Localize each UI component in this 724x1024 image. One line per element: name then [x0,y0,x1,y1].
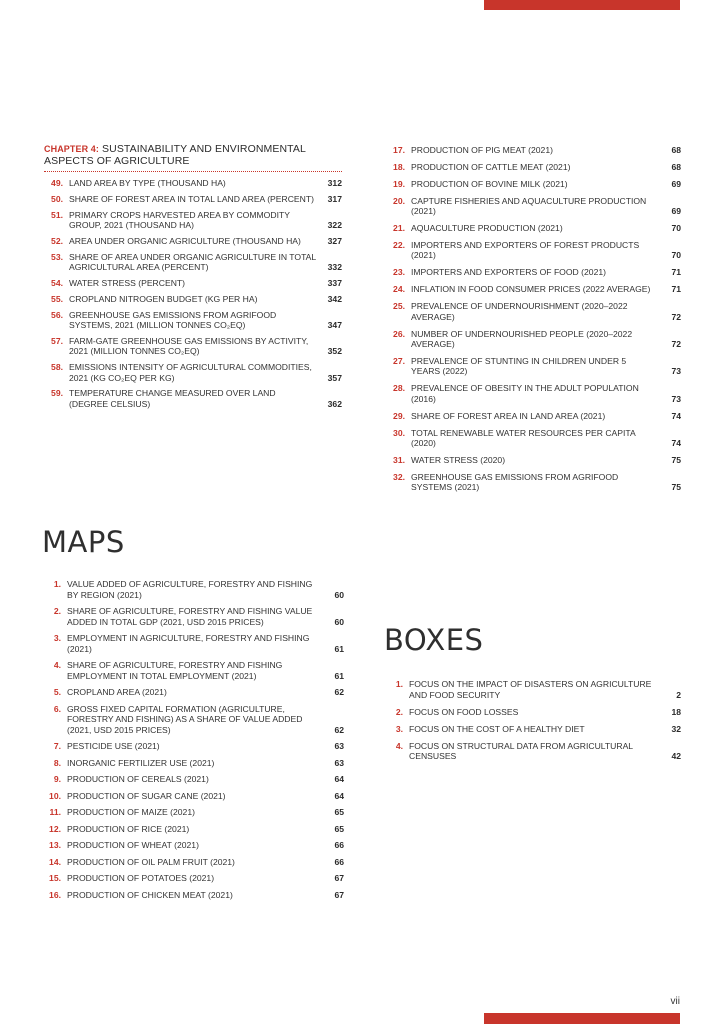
toc-entry[interactable] [384,741,681,762]
toc-entry[interactable] [42,704,344,736]
toc-entry[interactable] [42,579,344,600]
maps-section [42,525,344,906]
entry-number: 4. [395,740,403,751]
entry-page-number: 2 [676,689,681,700]
entry-page-number: 62 [334,687,344,697]
toc-entry[interactable] [42,890,344,901]
toc-entry[interactable] [386,196,681,217]
chapter-title [44,143,342,167]
entry-page-number: 62 [334,724,344,735]
entry-page-number: 70 [671,223,681,234]
entry-number: 29. [393,410,405,421]
entry-page-number: 332 [327,262,342,273]
entry-number: 6. [53,703,61,714]
entry-page-number: 347 [327,320,342,331]
toc-entry[interactable] [384,724,681,735]
entry-number: 1. [53,579,61,589]
entry-number: 51. [51,209,63,220]
entry-page-number: 69 [671,206,681,217]
entry-title: PRODUCTION OF BOVINE MILK (2021) [411,178,568,189]
entry-number: 19. [393,178,405,189]
entry-number: 58. [51,362,63,373]
entry-number: 7. [53,741,61,751]
entry-title: PRODUCTION OF RICE (2021) [67,823,190,834]
entry-number: 31. [393,454,405,465]
entry-page-number: 63 [334,757,344,768]
entry-title: PREVALENCE OF STUNTING IN CHILDREN UNDER 5 YEARS (2022) [411,355,627,377]
entry-title: INORGANIC FERTILIZER USE (2021) [67,757,215,768]
toc-entry[interactable] [42,774,344,785]
toc-entry[interactable] [44,362,342,383]
toc-entry[interactable] [386,383,681,404]
toc-entry[interactable] [42,660,344,681]
entry-page-number: 73 [671,366,681,377]
entry-title: CAPTURE FISHERIES AND AQUACULTURE PRODUCTION (2021) [411,195,647,217]
entry-title: PESTICIDE USE (2021) [67,741,160,751]
entry-page-number: 352 [327,346,342,357]
toc-entry[interactable] [386,472,681,493]
toc-entry[interactable] [386,301,681,322]
entry-title: PREVALENCE OF UNDERNOURISHMENT (2020–2022 AVERAGE) [411,301,628,322]
entry-number: 57. [51,335,63,346]
entry-page-number: 362 [327,398,342,409]
toc-entry[interactable] [42,606,344,627]
entry-title: PRODUCTION OF CEREALS (2021) [67,774,209,784]
toc-entry[interactable] [44,236,342,247]
entry-page-number: 71 [671,284,681,295]
entry-page-number: 64 [334,774,344,784]
entry-title: PRODUCTION OF POTATOES (2021) [67,873,215,883]
entry-number: 5. [53,687,61,697]
entry-title: TEMPERATURE CHANGE MEASURED OVER LAND (DEGREE CELSIUS) [69,388,276,409]
entry-page-number: 73 [671,393,681,404]
toc-entry[interactable] [42,687,344,698]
entry-page-number: 66 [334,840,344,850]
toc-entry[interactable] [386,145,681,156]
entry-page-number: 327 [327,235,342,246]
toc-entry[interactable] [42,741,344,752]
entry-page-number: 357 [327,372,342,383]
entry-page-number: 68 [671,145,681,155]
entry-number: 50. [51,193,63,204]
toc-entry[interactable] [42,857,344,868]
entry-title: PRODUCTION OF PIG MEAT (2021) [411,145,553,155]
top-accent-bar [484,0,680,10]
entry-page-number: 74 [671,410,681,421]
toc-entry[interactable] [386,223,681,234]
entry-title: SHARE OF AGRICULTURE, FORESTRY AND FISHING VALUE ADDED IN TOTAL GDP (2021, USD 2015 PRICES) [67,606,313,627]
entry-page-number: 75 [671,482,681,493]
entry-title: AREA UNDER ORGANIC AGRICULTURE (THOUSAND HA) [69,235,301,246]
entry-title: FOCUS ON THE COST OF A HEALTHY DIET [409,723,585,734]
toc-entry[interactable] [386,240,681,261]
entry-number: 23. [393,267,405,278]
toc-entry[interactable] [386,428,681,449]
toc-entry[interactable] [42,840,344,851]
toc-entry[interactable] [44,294,342,305]
entry-title: FOCUS ON FOOD LOSSES [409,706,519,717]
toc-entry[interactable] [386,179,681,190]
toc-entry[interactable] [42,824,344,835]
entry-title: FARM-GATE GREENHOUSE GAS EMISSIONS BY ACTIVITY, 2021 (MILLION TONNES CO₂EQ) [69,335,309,357]
entry-number: 26. [393,328,405,339]
entry-page-number: 322 [327,220,342,231]
entry-page-number: 337 [327,277,342,288]
entry-page-number: 60 [334,616,344,627]
entry-page-number: 61 [334,670,344,681]
entry-number: 20. [393,195,405,206]
maps-heading: MAPS [42,525,125,559]
entry-page-number: 42 [671,751,681,762]
toc-entry[interactable] [42,807,344,818]
entry-page-number: 63 [334,741,344,751]
dotted-divider [44,171,342,172]
toc-entry[interactable] [42,873,344,884]
toc-entry[interactable] [384,707,681,718]
entry-page-number: 312 [327,178,342,188]
entry-number: 22. [393,239,405,250]
entry-number: 16. [49,889,61,900]
entry-number: 2. [395,706,403,717]
entry-title: SHARE OF AGRICULTURE, FORESTRY AND FISHING EMPLOYMENT IN TOTAL EMPLOYMENT (2021) [67,660,283,681]
entry-title: LAND AREA BY TYPE (THOUSAND HA) [69,178,226,188]
entry-number: 53. [51,251,63,262]
entry-page-number: 68 [671,161,681,172]
toc-entry[interactable] [44,252,342,273]
entry-title: PRIMARY CROPS HARVESTED AREA BY COMMODITY GROUP, 2021 (THOUSAND HA) [69,209,290,231]
entry-title: AQUACULTURE PRODUCTION (2021) [411,223,563,234]
entry-number: 14. [49,856,61,867]
toc-entry[interactable] [44,336,342,357]
entry-number: 17. [393,145,405,155]
entry-number: 2. [53,606,61,616]
entry-number: 13. [49,840,61,850]
entry-number: 24. [393,284,405,295]
maps-continued-list [386,145,681,493]
entry-number: 27. [393,355,405,366]
entry-number: 10. [49,790,61,801]
entry-title: CROPLAND AREA (2021) [67,687,167,697]
entry-page-number: 61 [334,643,344,654]
chapter-4-section [44,143,342,415]
toc-entry[interactable] [44,310,342,331]
entry-page-number: 74 [671,438,681,449]
toc-entry[interactable] [44,194,342,205]
entry-page-number: 67 [334,889,344,900]
entry-page-number: 32 [671,723,681,734]
entry-page-number: 71 [671,267,681,278]
entry-title: PRODUCTION OF CATTLE MEAT (2021) [411,161,571,172]
entry-number: 49. [51,178,63,188]
maps-continued-section [386,145,681,499]
entry-title: GREENHOUSE GAS EMISSIONS FROM AGRIFOOD SYSTEMS, 2021 (MILLION TONNES CO₂EQ) [69,309,277,331]
entry-number: 30. [393,427,405,438]
entry-number: 12. [49,823,61,834]
entry-title: PRODUCTION OF WHEAT (2021) [67,840,199,850]
entry-title: FOCUS ON STRUCTURAL DATA FROM AGRICULTURAL CENSUSES [409,740,633,762]
entry-title: CROPLAND NITROGEN BUDGET (KG PER HA) [69,293,258,304]
toc-entry[interactable] [386,284,681,295]
entry-number: 52. [51,235,63,246]
entry-title: EMISSIONS INTENSITY OF AGRICULTURAL COMMODITIES, 2021 (KG CO₂EQ PER KG) [69,362,312,383]
entry-page-number: 67 [334,873,344,883]
entry-title: PRODUCTION OF OIL PALM FRUIT (2021) [67,856,235,867]
entry-page-number: 69 [671,178,681,189]
entry-title: GROSS FIXED CAPITAL FORMATION (AGRICULTURE, FORESTRY AND FISHING) AS A SHARE OF VALUE ADDED (2021, USD 2015 PRICES) [67,703,303,735]
entry-number: 21. [393,223,405,234]
entry-title: PRODUCTION OF MAIZE (2021) [67,807,195,817]
maps-list [42,579,344,900]
entry-title: FOCUS ON THE IMPACT OF DISASTERS ON AGRICULTURE AND FOOD SECURITY [409,679,652,700]
toc-entry[interactable] [42,758,344,769]
toc-entry[interactable] [386,267,681,278]
entry-number: 4. [53,660,61,670]
toc-entry[interactable] [386,329,681,350]
chapter-name: SUSTAINABILITY AND ENVIRONMENTAL ASPECTS OF AGRICULTURE [44,143,306,167]
entry-title: PRODUCTION OF CHICKEN MEAT (2021) [67,889,233,900]
entry-number: 28. [393,383,405,394]
entry-title: SHARE OF FOREST AREA IN TOTAL LAND AREA (PERCENT) [69,193,314,204]
entry-page-number: 65 [334,823,344,834]
entry-title: PRODUCTION OF SUGAR CANE (2021) [67,790,226,801]
entry-number: 3. [395,723,403,734]
toc-entry[interactable] [386,356,681,377]
entry-number: 59. [51,388,63,399]
entry-number: 55. [51,293,63,304]
entry-number: 8. [53,757,61,768]
entry-page-number: 72 [671,339,681,350]
entry-page-number: 65 [334,807,344,817]
entry-title: TOTAL RENEWABLE WATER RESOURCES PER CAPITA (2020) [411,427,636,449]
toc-entry[interactable] [44,178,342,189]
chapter-label: CHAPTER 4: [44,144,100,154]
bottom-accent-bar [484,1013,680,1024]
entry-title: INFLATION IN FOOD CONSUMER PRICES (2022 AVERAGE) [411,284,651,295]
toc-entry[interactable] [44,210,342,231]
entry-number: 54. [51,277,63,288]
toc-entry[interactable] [42,791,344,802]
chapter-4-list [44,178,342,409]
entry-number: 25. [393,301,405,312]
entry-number: 15. [49,873,61,883]
entry-page-number: 75 [671,454,681,465]
entry-page-number: 64 [334,790,344,801]
entry-title: PREVALENCE OF OBESITY IN THE ADULT POPULATION (2016) [411,383,639,404]
entry-title: VALUE ADDED OF AGRICULTURE, FORESTRY AND FISHING BY REGION (2021) [67,579,313,600]
toc-entry[interactable] [386,455,681,466]
toc-entry[interactable] [44,388,342,409]
boxes-heading: BOXES [384,623,484,657]
entry-title: EMPLOYMENT IN AGRICULTURE, FORESTRY AND FISHING (2021) [67,633,310,654]
entry-number: 32. [393,471,405,482]
entry-title: SHARE OF FOREST AREA IN LAND AREA (2021) [411,410,606,421]
entry-page-number: 342 [327,293,342,304]
entry-page-number: 18 [671,706,681,717]
entry-number: 56. [51,309,63,320]
entry-title: GREENHOUSE GAS EMISSIONS FROM AGRIFOOD SYSTEMS (2021) [411,471,619,493]
boxes-list [384,679,681,762]
entry-title: WATER STRESS (PERCENT) [69,277,186,288]
entry-page-number: 66 [334,856,344,867]
entry-page-number: 70 [671,250,681,261]
entry-page-number: 72 [671,311,681,322]
entry-number: 3. [53,633,61,643]
entry-number: 9. [53,774,61,784]
toc-entry[interactable] [386,162,681,173]
entry-title: SHARE OF AREA UNDER ORGANIC AGRICULTURE IN TOTAL AGRICULTURAL AREA (PERCENT) [69,251,316,273]
page-number: vii [670,996,680,1007]
boxes-section [384,623,681,768]
toc-entry[interactable] [384,679,681,700]
entry-title: IMPORTERS AND EXPORTERS OF FOOD (2021) [411,267,606,278]
entry-title: IMPORTERS AND EXPORTERS OF FOREST PRODUCTS (2021) [411,239,640,261]
entry-title: WATER STRESS (2020) [411,454,506,465]
entry-page-number: 317 [327,193,342,204]
entry-number: 11. [49,807,61,817]
entry-page-number: 60 [334,589,344,600]
entry-title: NUMBER OF UNDERNOURISHED PEOPLE (2020–2022 AVERAGE) [411,328,633,350]
toc-entry[interactable] [44,278,342,289]
toc-entry[interactable] [42,633,344,654]
entry-number: 1. [395,679,403,689]
entry-number: 18. [393,161,405,172]
toc-entry[interactable] [386,411,681,422]
